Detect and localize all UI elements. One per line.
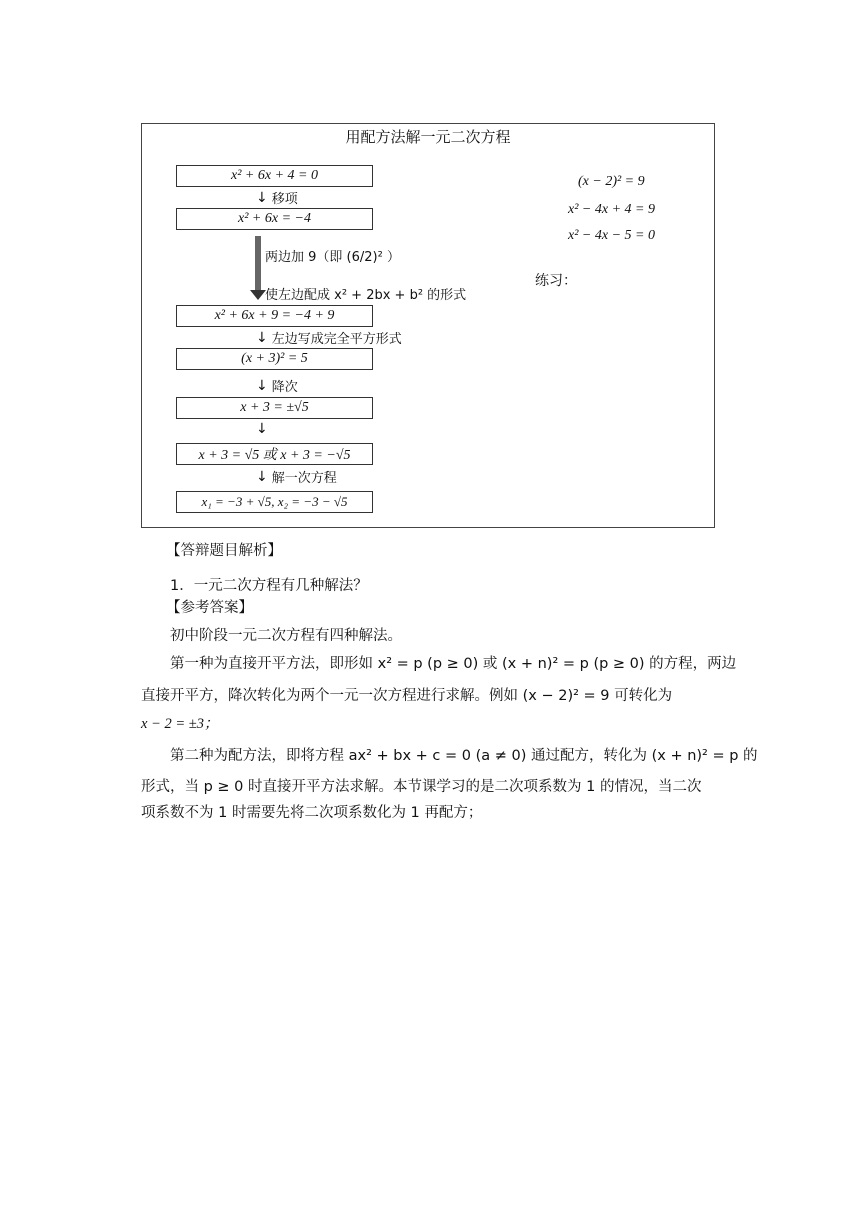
down-arrow-icon: ↓ [256,329,268,346]
arrow-label-square: 左边写成完全平方形式 [271,332,402,347]
arrow-label-form: 使左边配成 x² + 2bx + b² 的形式 [265,288,467,303]
practice-eq-3: x² − 4x − 5 = 0 [568,228,655,243]
arrow-label-move: 移项 [271,192,298,207]
arrow-solve-linear [256,467,337,486]
arrow-plain [256,421,272,437]
answer-paragraph-2-line-3: x − 2 = ±3； [141,716,219,732]
arrow-make-left-form [265,284,466,303]
step-box-4: (x + 3)² = 5 [176,348,373,370]
down-arrow-icon: ↓ [256,421,268,437]
step-box-5: x + 3 = ±√5 [176,397,373,419]
section-header: 【答辩题目解析】 [166,543,282,559]
big-down-arrow-shaft [255,236,261,292]
practice-eq-2: x² − 4x + 4 = 9 [568,202,655,217]
answer-paragraph-1: 初中阶段一元二次方程有四种解法。 [170,628,402,644]
diagram-title: 用配方法解一元二次方程 [345,128,511,146]
big-down-arrow-head-icon [250,290,266,300]
arrow-label-add: 两边加 9（即 (6/2)² ） [265,250,400,265]
answer-paragraph-2-line-2: 直接开平方，降次转化为两个一元一次方程进行求解。例如 (x − 2)² = 9 可转化为 [141,688,673,704]
step-box-1: x² + 6x + 4 = 0 [176,165,373,187]
arrow-reduce-degree [256,376,298,395]
answer-paragraph-3-line-3: 项系数不为 1 时需要先将二次项系数化为 1 再配方； [141,805,483,821]
arrow-add-both-sides [265,246,400,265]
arrow-label-reduce: 降次 [271,380,298,395]
down-arrow-icon: ↓ [256,377,268,394]
diagram-frame [141,123,715,528]
down-arrow-icon: ↓ [256,468,268,485]
answer-paragraph-2-line-1: 第一种为直接开平方法，即形如 x² = p (p ≥ 0) 或 (x + n)² = p (p ≥ 0) 的方程，两边 [170,656,737,672]
step-box-7: x₁ = −3 + √5, x₂ = −3 − √5 [176,491,373,513]
arrow-label-solve: 解一次方程 [271,471,337,486]
step-box-3: x² + 6x + 9 = −4 + 9 [176,305,373,327]
answer-paragraph-3-line-1: 第二种为配方法，即将方程 ax² + bx + c = 0 (a ≠ 0) 通过配方，转化为 (x + n)² = p 的 [170,748,758,764]
question-1: 1．一元二次方程有几种解法？ [170,578,368,594]
answer-header: 【参考答案】 [166,600,253,616]
step-box-6: x + 3 = √5 或 x + 3 = −√5 [176,443,373,465]
step-box-2: x² + 6x = −4 [176,208,373,230]
arrow-move [256,188,298,207]
practice-eq-1: (x − 2)² = 9 [578,174,645,189]
arrow-write-square [256,328,402,347]
answer-paragraph-3-line-2: 形式，当 p ≥ 0 时直接开平方法求解。本节课学习的是二次项系数为 1 的情况，当二次 [141,779,702,795]
practice-label: 练习： [535,273,577,289]
down-arrow-icon: ↓ [256,189,268,206]
